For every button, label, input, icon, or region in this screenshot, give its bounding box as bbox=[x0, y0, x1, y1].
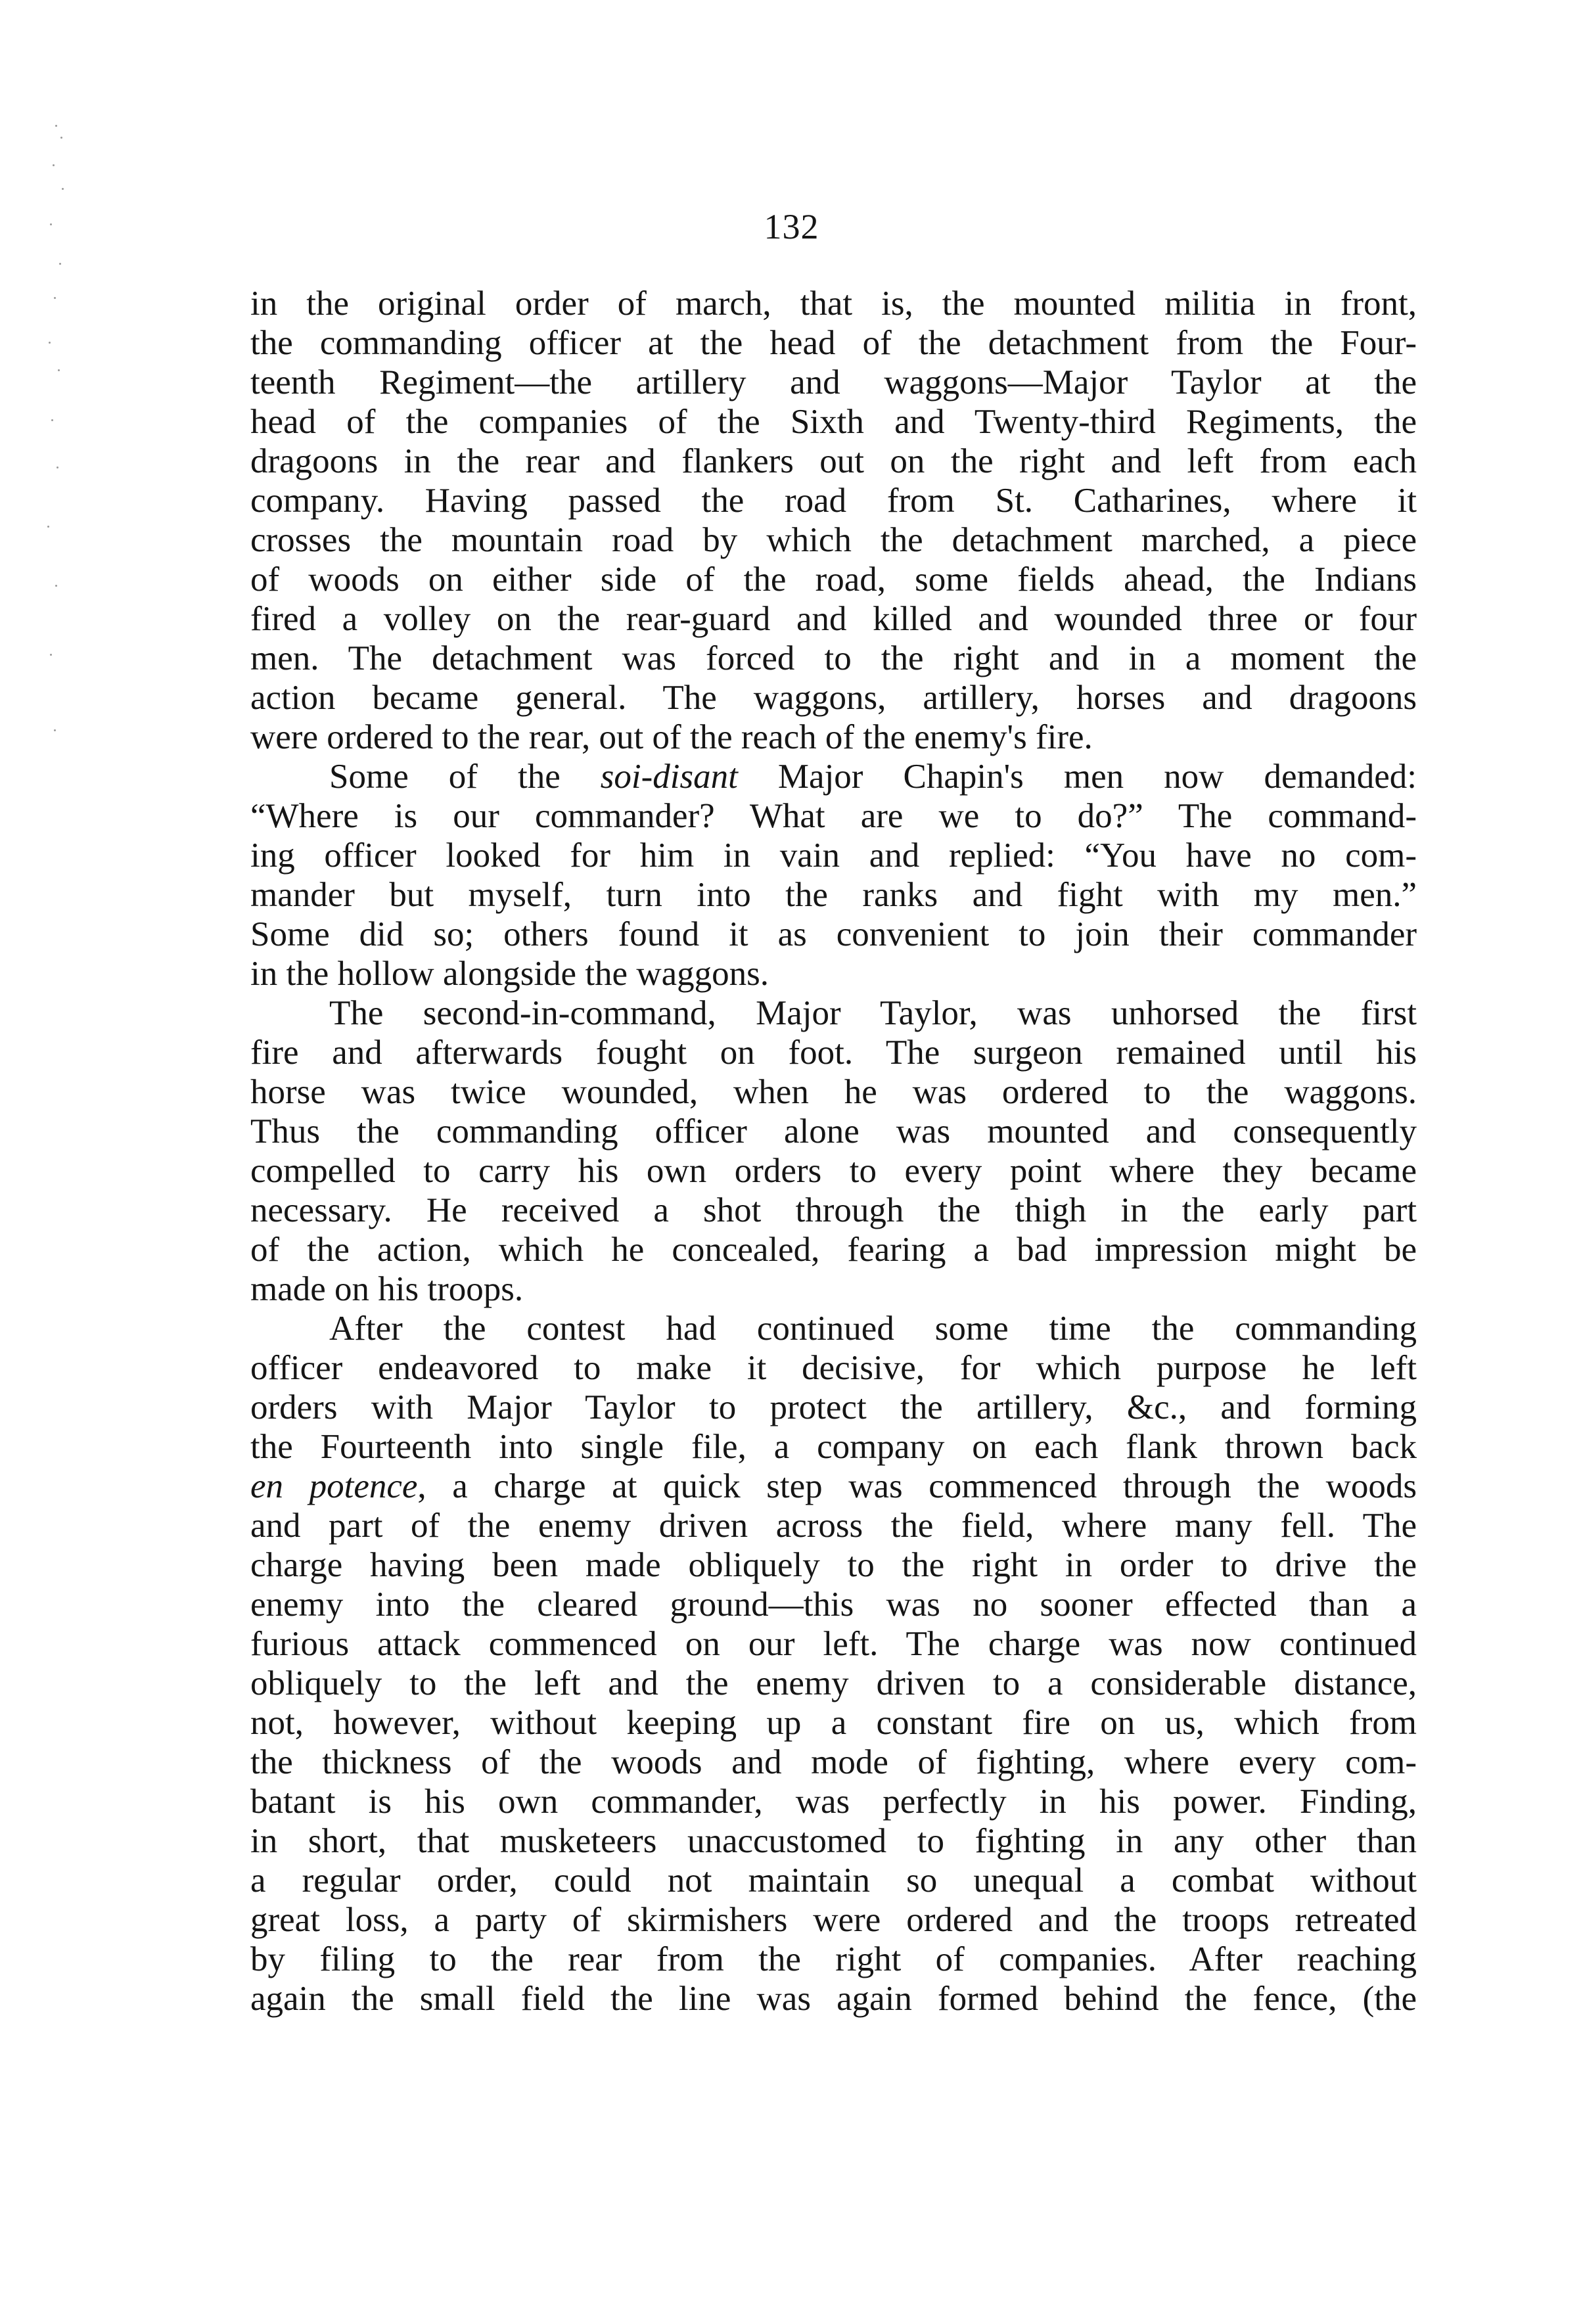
text-line: in the hollow alongside the waggons. bbox=[250, 955, 769, 993]
text-line: the Fourteenth into single file, a company on each flank thrown back bbox=[250, 1428, 1417, 1466]
text-line: head of the companies of the Sixth and Twenty-third Regiments, the bbox=[250, 403, 1417, 441]
text-line: teenth Regiment—the artillery and waggons—Major Taylor at the bbox=[250, 363, 1417, 401]
text-line: action became general. The waggons, artillery, horses and dragoons bbox=[250, 679, 1417, 717]
text-line: of the action, which he concealed, fearing a bad impression might be bbox=[250, 1231, 1417, 1269]
text-line: crosses the mountain road by which the detachment marched, a piece bbox=[250, 521, 1417, 559]
text-line: The second-in-command, Major Taylor, was unhorsed the first bbox=[329, 994, 1417, 1032]
body-text bbox=[250, 284, 1417, 2018]
text-line: the commanding officer at the head of the detachment from the Four- bbox=[250, 324, 1417, 362]
text-line: furious attack commenced on our left. The charge was now continued bbox=[250, 1625, 1417, 1663]
paragraph bbox=[250, 757, 1417, 993]
text-line: ing officer looked for him in vain and replied: “You have no com- bbox=[250, 836, 1417, 875]
text-line: fired a volley on the rear-guard and killed and wounded three or four bbox=[250, 600, 1417, 638]
text-line: After the contest had continued some time the commanding bbox=[329, 1310, 1417, 1348]
text-line: batant is his own commander, was perfectly in his power. Finding, bbox=[250, 1783, 1417, 1821]
text-line: Thus the commanding officer alone was mounted and consequently bbox=[250, 1112, 1417, 1151]
text-line: company. Having passed the road from St. Catharines, where it bbox=[250, 482, 1417, 520]
text-line: and part of the enemy driven across the field, where many fell. The bbox=[250, 1507, 1417, 1545]
text-line: men. The detachment was forced to the right and in a moment the bbox=[250, 639, 1417, 677]
text-line: officer endeavored to make it decisive, for which purpose he left bbox=[250, 1349, 1417, 1387]
text-line: in short, that musketeers unaccustomed to fighting in any other than bbox=[250, 1822, 1417, 1860]
text-line: made on his troops. bbox=[250, 1270, 524, 1308]
text-line: mander but myself, turn into the ranks and fight with my men.” bbox=[250, 876, 1417, 914]
text-line: obliquely to the left and the enemy driven to a considerable distance, bbox=[250, 1664, 1417, 1702]
text-line: enemy into the cleared ground—this was no sooner effected than a bbox=[250, 1585, 1417, 1624]
text-line: of woods on either side of the road, some fields ahead, the Indians bbox=[250, 560, 1417, 599]
text-line: in the original order of march, that is, the mounted militia in front, bbox=[250, 285, 1417, 323]
text-line: compelled to carry his own orders to every point where they became bbox=[250, 1152, 1417, 1190]
italic-phrase: en potence bbox=[250, 1467, 418, 1505]
text-line: Some did so; others found it as convenient to join their commander bbox=[250, 915, 1417, 953]
text-line: not, however, without keeping up a constant fire on us, which from bbox=[250, 1704, 1417, 1742]
page-number: 132 bbox=[764, 207, 819, 246]
text-line: again the small field the line was again formed behind the fence, (the bbox=[250, 1980, 1417, 2018]
paragraph bbox=[250, 284, 1417, 757]
text-line: fire and afterwards fought on foot. The surgeon remained until his bbox=[250, 1034, 1417, 1072]
text-line: Some of the soi-disant Major Chapin's men now demanded: bbox=[329, 758, 1417, 796]
text-line: dragoons in the rear and flankers out on the right and left from each bbox=[250, 442, 1417, 480]
paragraph bbox=[250, 993, 1417, 1309]
text-line: were ordered to the rear, out of the reach of the enemy's fire. bbox=[250, 718, 1093, 756]
text-line: the thickness of the woods and mode of fighting, where every com- bbox=[250, 1743, 1417, 1781]
text-line: en potence, a charge at quick step was commenced through the woods bbox=[250, 1467, 1417, 1505]
text-line: orders with Major Taylor to protect the artillery, &c., and forming bbox=[250, 1388, 1417, 1426]
text-line: great loss, a party of skirmishers were ordered and the troops retreated bbox=[250, 1901, 1417, 1939]
text-line: horse was twice wounded, when he was ordered to the waggons. bbox=[250, 1073, 1417, 1111]
text-line: necessary. He received a shot through the thigh in the early part bbox=[250, 1191, 1417, 1229]
paragraph bbox=[250, 1309, 1417, 2018]
text-line: charge having been made obliquely to the right in order to drive the bbox=[250, 1546, 1417, 1584]
text-line: “Where is our commander? What are we to do?” The command- bbox=[250, 797, 1417, 835]
text-line: by filing to the rear from the right of companies. After reaching bbox=[250, 1940, 1417, 1978]
italic-phrase: soi-disant bbox=[600, 758, 738, 796]
text-line: a regular order, could not maintain so unequal a combat without bbox=[250, 1861, 1417, 1900]
